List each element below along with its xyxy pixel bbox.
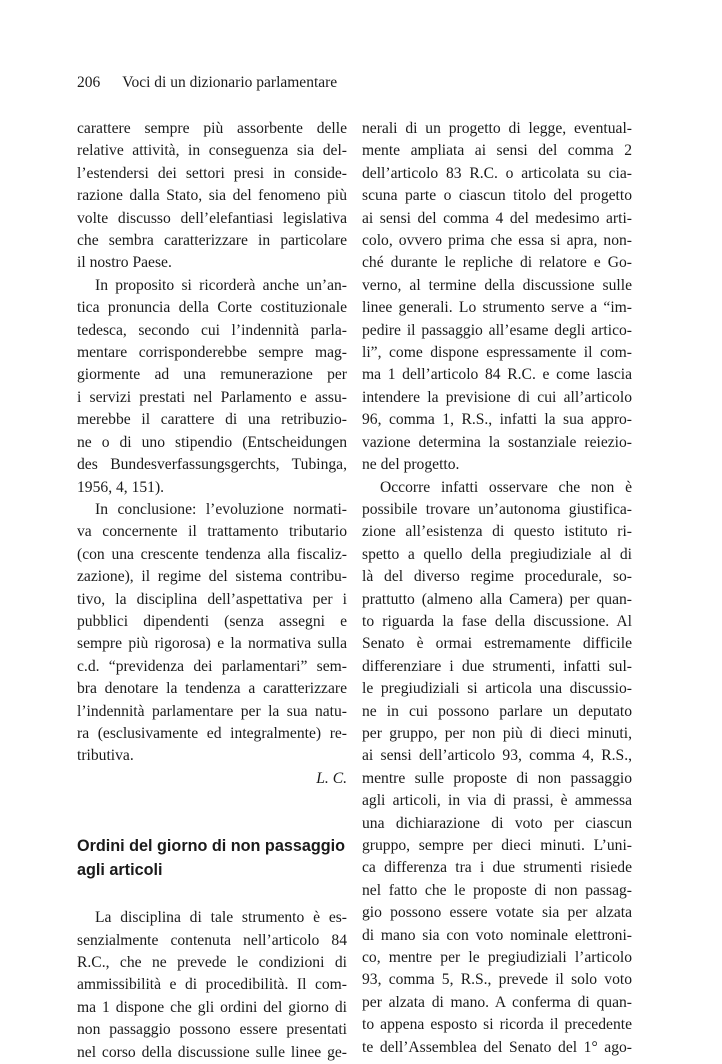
paragraph [77, 118, 347, 275]
text-line: Senato è ormai estremamente difficile [362, 635, 632, 653]
text-line: possibile trovare un’autonoma giustifica- [362, 500, 632, 518]
text-line: tica pronuncia della Corte costituzionale [77, 299, 347, 317]
text-line: giormente ad una remunerazione per [77, 366, 347, 384]
text-line: zazione), il regime del sistema contribu- [77, 568, 347, 586]
text-line: ca differenza tra i due strumenti risiede [362, 859, 632, 877]
text-line: Occorre infatti osservare che non è [380, 478, 632, 496]
text-line: mente ampliata ai sensi del comma 2 [362, 142, 632, 160]
text-line: La disciplina di tale strumento è es- [95, 909, 347, 927]
text-line: ma 1 dispone che gli ordini del giorno di [77, 998, 347, 1016]
text-line: li”, come dispone espressamente il com- [362, 344, 632, 362]
text-line: to appena esposto si ricorda il precedente [362, 1016, 632, 1034]
text-line: il nostro Paese. [77, 254, 172, 272]
text-line: scuna parte o ciascun titolo del progetto [362, 187, 632, 205]
text-line: co, mentre per le pregiudiziali l’articolo [362, 949, 632, 967]
text-line: tivo, la disciplina dell’aspettativa per i [77, 590, 347, 608]
text-line: pedire il passaggio all’esame degli artico- [362, 321, 632, 339]
text-line: differenziare i due strumenti, infatti sul- [362, 657, 632, 675]
text-line: nel corso della discussione sulle linee ge- [77, 1043, 347, 1061]
section-title [77, 834, 347, 882]
text-line: i servizi prestati nel Parlamento e assu- [77, 388, 347, 406]
text-line: 96, comma 1, R.S., infatti la sua appro- [362, 411, 632, 429]
text-line: ra (esclusivamente ed integralmente) re- [77, 724, 347, 742]
text-line: prattutto (almeno alla Camera) per quan- [362, 590, 632, 608]
text-line: razione dalla Stato, sia del fenomeno più [77, 187, 347, 205]
text-line: per alzata di mano. A conferma di quan- [362, 993, 632, 1011]
text-line: nerali di un progetto di legge, eventual- [362, 120, 632, 137]
text-line: le pregiudiziali si articola una discussio- [362, 680, 632, 698]
text-line: intendere la previsione di cui all’articolo [362, 388, 632, 406]
text-line: ne o di uno stipendio (Entscheidungen [77, 433, 347, 451]
text-line: tributiva. [77, 747, 134, 765]
paragraph [362, 477, 632, 1060]
text-line: te dell’Assemblea del Senato del 1° ago- [362, 1038, 632, 1056]
text-line: volte discusso dell’elefantiasi legislativa [77, 209, 347, 227]
text-line: mentre sulle proposte di non passaggio [362, 769, 632, 787]
text-line: pubblici dipendenti (senza assegni e [77, 612, 347, 630]
text-line: una dichiarazione di voto per ciascun [362, 814, 632, 832]
text-line: ne in cui possono parlare un deputato [362, 702, 632, 720]
text-line: l’indennità parlamentare per la sua natu- [77, 702, 347, 720]
text-line: relative attività, in conseguenza sia del- [77, 142, 347, 160]
left-column [77, 118, 347, 1064]
text-line: per gruppo, per non più di dieci minuti, [362, 724, 632, 742]
text-line: verno, al termine della discussione sulle [362, 276, 632, 294]
section-title-line: agli articoli [77, 861, 163, 880]
text-line: che sembra caratterizzare in particolare [77, 232, 347, 250]
paragraph [362, 118, 632, 477]
text-line: nel fatto che le proposte di non passag- [362, 881, 632, 899]
text-line: c.d. “previdenza dei parlamentari” sem- [77, 657, 347, 675]
running-title: Voci di un dizionario parlamentare [122, 74, 338, 91]
text-line: des Bundesverfassungsgerchts, Tubinga, [77, 456, 347, 474]
page-header [77, 74, 337, 92]
text-line: là del diverso regime procedurale, so- [362, 568, 632, 586]
text-line: sempre più rigorosa) e la normativa sulla [77, 635, 347, 653]
text-line: (con una crescente tendenza alla fiscaliz- [77, 545, 347, 563]
text-line: senzialmente contenuta nell’articolo 84 [77, 931, 347, 949]
text-line: tedesca, secondo cui l’indennità parla- [77, 321, 347, 339]
author-signature: L. C. [316, 769, 347, 787]
text-line: non passaggio possono essere presentati [77, 1021, 347, 1039]
text-line: gio possono essere votate sia per alzata [362, 904, 632, 922]
text-line: linee generali. Lo strumento serve a “im- [362, 299, 632, 317]
text-line: l’estendersi dei settori presi in conside- [77, 164, 347, 182]
text-line: ché durante le repliche di relatore e Go- [362, 254, 632, 272]
text-line: gruppo, sempre per dieci minuti. L’uni- [362, 837, 632, 854]
text-line: spetto a quello della pregiudiziale al di [362, 545, 632, 563]
text-line: di mano sia con voto nominale elettroni- [362, 926, 632, 944]
text-line: 93, comma 5, R.S., prevede il solo voto [362, 971, 632, 989]
paragraph [77, 907, 347, 1064]
text-line: ai sensi dell’articolo 93, comma 4, R.S., [362, 747, 632, 765]
text-line: va concernente il trattamento tributario [77, 523, 347, 541]
text-line: zione all’esistenza di questo istituto ri- [362, 523, 632, 541]
text-line: ai sensi del comma 4 del medesimo arti- [362, 209, 632, 227]
paragraph [77, 275, 347, 499]
text-line: ma 1 dell’articolo 84 R.C. e come lascia [362, 366, 632, 384]
text-line: R.C., che ne prevede le condizioni di [77, 954, 347, 971]
text-line: colo, ovvero prima che essa si apra, non- [362, 232, 632, 250]
text-line: merebbe il carattere di una retribuzio- [77, 411, 347, 429]
text-line: bra denotare la tendenza a caratterizzare [77, 680, 347, 698]
text-line: mentare corrisponderebbe sempre mag- [77, 344, 347, 362]
section-title-line: Ordini del giorno di non passaggio [77, 837, 345, 856]
text-line: vazione determina la sostanziale reiezio- [362, 433, 632, 451]
text-line: agli articoli, in via di prassi, è ammessa [362, 792, 632, 810]
right-column [362, 118, 632, 1059]
paragraph [77, 499, 347, 768]
text-line: In proposito si ricorderà anche un’an- [95, 276, 347, 294]
text-line: ne del progetto. [362, 456, 460, 474]
text-line: dell’articolo 83 R.C. o articolata su cia- [362, 164, 632, 182]
text-line: 1956, 4, 151). [77, 478, 165, 496]
text-line: to riguarda la fase della discussione. Al [362, 612, 632, 630]
text-line: ammissibilità e di procedibilità. Il com- [77, 976, 347, 994]
text-line: In conclusione: l’evoluzione normati- [95, 500, 347, 518]
text-line: carattere sempre più assorbente delle [77, 120, 347, 137]
page-number: 206 [77, 74, 101, 91]
